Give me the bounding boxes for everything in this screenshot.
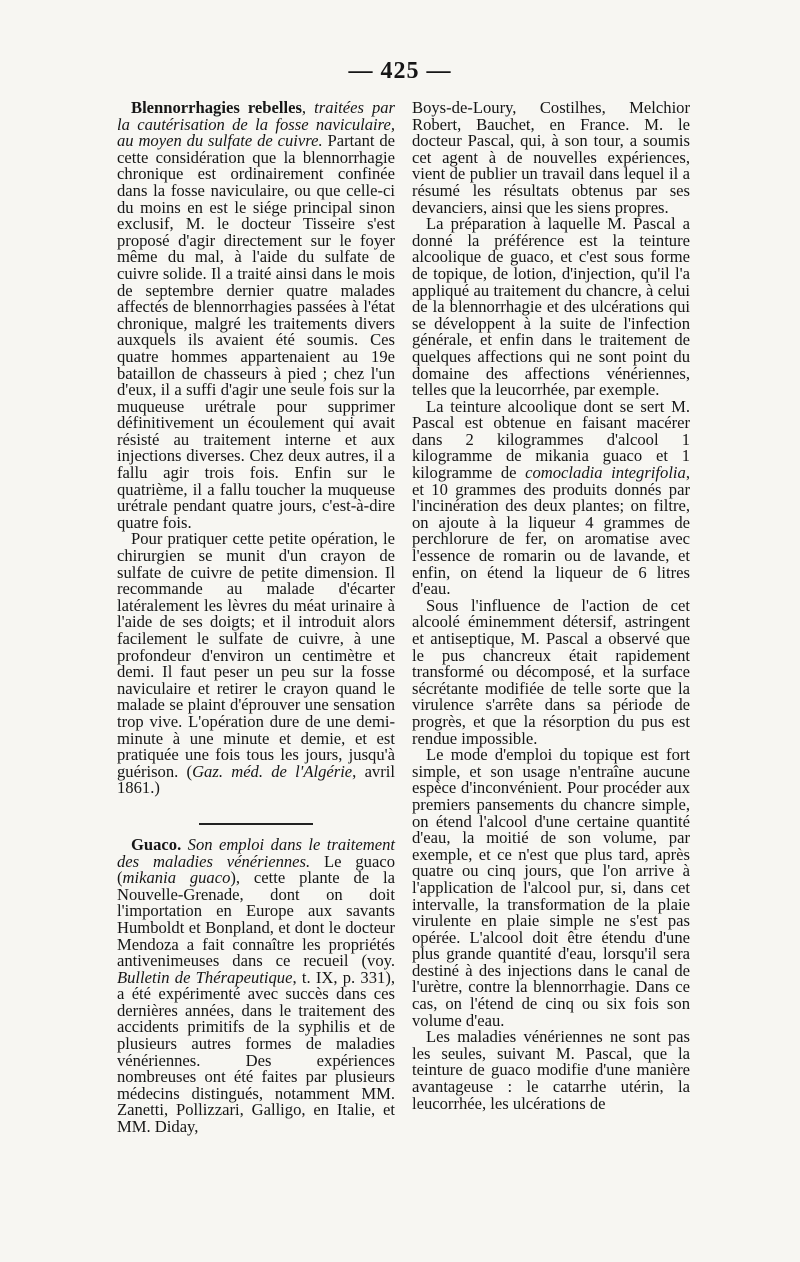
article-blennorrhagies-p2: [117, 531, 395, 797]
article-heading-guaco: Guaco.: [131, 834, 182, 854]
latin-name: comocladia integrifolia: [525, 463, 686, 483]
article-subtitle-blennorrhagies: traitées par la cautérisation de la fosse naviculaire, au moyen du sulfate de cuivre.: [117, 98, 395, 151]
article-subtitle-guaco: Son emploi dans le traitement des maladies vénériennes.: [117, 834, 395, 871]
guaco-other-diseases-p6: Les maladies vénériennes ne sont pas les seules, suivant M. Pascal, que la teinture de guaco modifie d'une manière avantageuse : le catarrhe utérin, la leucorrhée, les ulcérations de: [412, 1027, 690, 1113]
article-body-text: Partant de cette considération que la blennorrhagie chronique est ordinairement confinée dans la fosse naviculaire, ou que celle-ci du moins en est le siége principal sinon exclusif, M. le docteur Tisseire s'est proposé d'agir directement sur le foyer même du mal, à l'aide du sulfate de cuivre solide. Il a traité ainsi dans le mois de septembre dernier quatre malades affectés de blennorrhagies passées à l'état chronique, malgré les traitements divers auxquels ils avaient été soumis. Ces quatre hommes appartenaient au 19e bataillon de chasseurs à pied ; chez l'un d'eux, il a suffi d'agir une seule fois sur la muqueuse urétrale pour supprimer définitivement un écoulement qui avait résisté au traitement interne et aux injections diverses. Chez deux autres, il a fallu agir trois fois. Enfin sur le quatrième, il a fallu toucher la muqueuse urétrale pendant quatre jours, c'est-à-dire quatre fois.: [117, 131, 395, 532]
heading-comma: ,: [301, 98, 307, 117]
right-column: [412, 100, 690, 1112]
latin-name: mikania guaco: [122, 868, 231, 888]
article-body-text: Le guaco (: [117, 851, 395, 888]
guaco-usage-p5: Le mode d'emploi du topique est fort simple, et son usage n'entraîne aucune espèce d'inconvénient. Pour procéder aux premiers pansements du chancre simple, on étend l'alcool d'une certaine quantité d'eau, la moitié de son volume, par exemple, et ce n'est que plus tard, après quatre ou cinq jours, que l'on arrive à l'application de l'alcool pur, si, dans cet intervalle, la transformation de la plaie virulente en plaie simple ne s'est pas opérée. L'alcool doit être étendu d'une plus grande quantité d'eau, lorsqu'il sera destiné à des injections dans le canal de l'urètre, contre la blennorrhagie. Dans ce cas, on l'étend de cinq ou six fois son volume d'eau.: [412, 745, 690, 1030]
article-body-text: Pour pratiquer cette petite opération, le chirurgien se munit d'un crayon de sulfate de cuivre de petite dimension. Il recommande au malade d'écarter latéralement les lèvres du méat urinaire à l'aide de ses doigts; et il introduit alors facilement le sulfate de cuivre, à une profondeur d'environ un centimètre et demi. Il faut peser un peu sur la fosse naviculaire et retirer le crayon quand le malade se plaint d'éprouver une sensation trop vive. L'opération dure de une demi-minute à une minute et demie, et est pratiquée une fois tous les jours, jusqu'à guérison.: [117, 529, 395, 781]
article-heading-blennorrhagies: Blennorrhagies rebelles: [131, 98, 302, 117]
guaco-action-p4: Sous l'influence de l'action de cet alcoolé éminemment détersif, astringent et antiseptique, M. Pascal a observé que le pus chancreux était rapidement transformé ou décomposé, et la surface sécrétante modifiée de telle sorte que la virulence s'arrête dans sa période de progrès, et que la résorption du pus est rendue impossible.: [412, 595, 690, 748]
paragraph-text: La teinture alcoolique dont se sert M. Pascal est obtenue en faisant macérer dans 2 kilogrammes d'alcool 1 kilogramme de mikania guaco et 1 kilogramme de: [412, 396, 690, 483]
guaco-tincture-p3: [412, 396, 690, 599]
page-number: — 425 —: [348, 58, 452, 84]
article-blennorrhagies-p1: [117, 100, 395, 531]
article-body-text: ), cette plante de la Nouvelle-Grenade, dont on doit l'importation en Europe aux savants Humboldt et Bonpland, et dont le docteur Mendoza a fait connaître les propriétés antivenimeuses dans ce recueil (voy.: [117, 868, 395, 971]
citation-source: Gaz. méd. de l'Algérie: [192, 761, 353, 781]
section-divider: [199, 823, 313, 825]
paragraph-text: , et 10 grammes des produits donnés par l'incinération des deux plantes; on filtre, on ajoute à la liqueur 4 grammes de perchlorure de fer, on aromatise avec l'essence de romarin ou de lavande, et enfin, on étend la liqueur de 6 litres d'eau.: [412, 463, 690, 599]
bulletin-title: Bulletin de Thérapeutique: [117, 967, 293, 987]
guaco-continuation-p1: Boys-de-Loury, Costilhes, Melchior Robert, Bauchet, en France. M. le docteur Pascal, qui, à son tour, a soumis cet agent à de nouvelles expériences, vient de publier un travail dans lequel il a résumé les résultats obtenus par ses devanciers, ainsi que les siens propres.: [412, 98, 690, 217]
article-guaco-p1: [117, 834, 396, 1137]
guaco-preparation-p2: La préparation à laquelle M. Pascal a donné la préférence est la teinture alcoolique de guaco, et c'est sous forme de topique, de lotion, d'injection, qu'il l'a appliqué au traitement du chancre, à celui de la blennorrhagie et des ulcérations qui se développent à la suite de l'infection générale, et enfin dans le traitement de quelques affections qui ne sont point du domaine des affections vénériennes, telles que la leucorrhée, par exemple.: [412, 214, 690, 400]
citation-open: (: [178, 761, 193, 781]
left-column: [117, 100, 395, 1136]
article-body-text: , t. IX, p. 331), a été expérimenté avec succès dans ces dernières années, dans le traitement des accidents primitifs de la syphilis et de plusieurs autres formes de maladies vénériennes. Des expériences nombreuses ont été faites par plusieurs médecins distingués, notamment MM. Zanetti, Pollizzari, Galligo, en Italie, et MM. Diday,: [117, 967, 396, 1137]
citation-date: , avril 1861.): [117, 761, 395, 798]
